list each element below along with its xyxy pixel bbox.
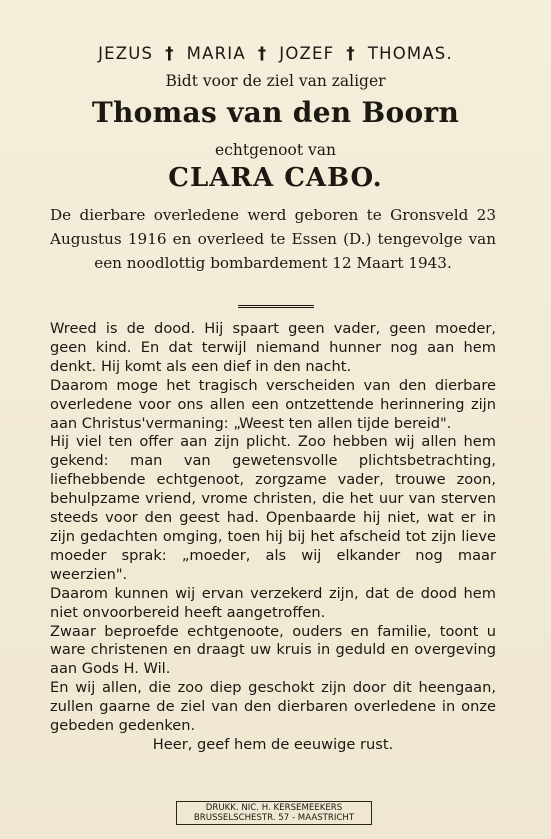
paragraph: Wreed is de dood. Hij spaart geen vader, geen moeder, geen kind. En dat terwijl niemand hunner nog aan hem denkt. Hij komt als een dief in den nacht. (50, 320, 496, 375)
paragraph: En wij allen, die zoo diep geschokt zijn door dit heengaan, zullen gaarne de ziel van den dierbaren overledene in onze gebeden gedenken. (50, 679, 496, 735)
invocation-jozef: JOZEF (279, 44, 335, 63)
invocation-thomas: THOMAS. (367, 44, 453, 63)
printer-address: BRUSSELSCHESTR. 57 - MAASTRICHT (193, 813, 355, 824)
paragraph: Hij viel ten offer aan zijn plicht. Zoo hebben wij allen hem gekend: man van gewetensvolle plichtsbetrachting, liefhebbende echtgenoot, zorgzame vader, trouwe zoon, behulpzame vriend, vrome christen, die het uur van sterven steeds voor den geest had. Openbaarde hij niet, wat er in zijn gedachten omging, toen hij bij het afscheid tot zijn lieve moeder sprak: „moeder, als wij elkander nog maar weerzien". (50, 433, 496, 583)
closing-line: Heer, geef hem de eeuwige rust. (152, 735, 394, 753)
printer-name: DRUKK. NIC. H. KERSEMEEKERS (205, 803, 343, 813)
memorial-text (50, 320, 496, 755)
invocation-maria: MARIA (186, 44, 246, 63)
cross-icon: † (165, 44, 175, 63)
printer-imprint (176, 801, 372, 825)
paragraph: Daarom kunnen wij ervan verzekerd zijn, dat de dood hem niet onvoorbereid heeft aangetroffen. (50, 584, 496, 621)
paragraph: Zwaar beproefde echtgenoote, ouders en familie, toont u ware christenen en draagt uw kruis in geduld en overgeving aan Gods H. Wil. (50, 622, 496, 678)
cross-icon: † (346, 44, 356, 63)
birth-death-text: De dierbare overledene werd geboren te Gronsveld 23 Augustus 1916 en overleed te Essen (D.) tengevolge van een noodlottig bombardement 12 Maart 1943. (50, 206, 496, 272)
spouse-intro: echtgenoot van (215, 141, 336, 159)
deceased-name: Thomas van den Boorn (91, 96, 460, 129)
paragraph: Daarom moge het tragisch verscheiden van den dierbare overledene voor ons allen een ontzettende herinnering zijn aan Christus'vermaning: „Weest ten allen tijde bereid". (50, 376, 496, 432)
prayer-line: Bidt voor de ziel van zaliger (165, 72, 386, 90)
cross-icon: † (257, 44, 268, 63)
spouse-name: CLARA CABO. (168, 163, 383, 193)
divider (238, 305, 314, 308)
invocation-line (0, 44, 551, 63)
invocation-jezus: JEZUS (98, 44, 154, 63)
